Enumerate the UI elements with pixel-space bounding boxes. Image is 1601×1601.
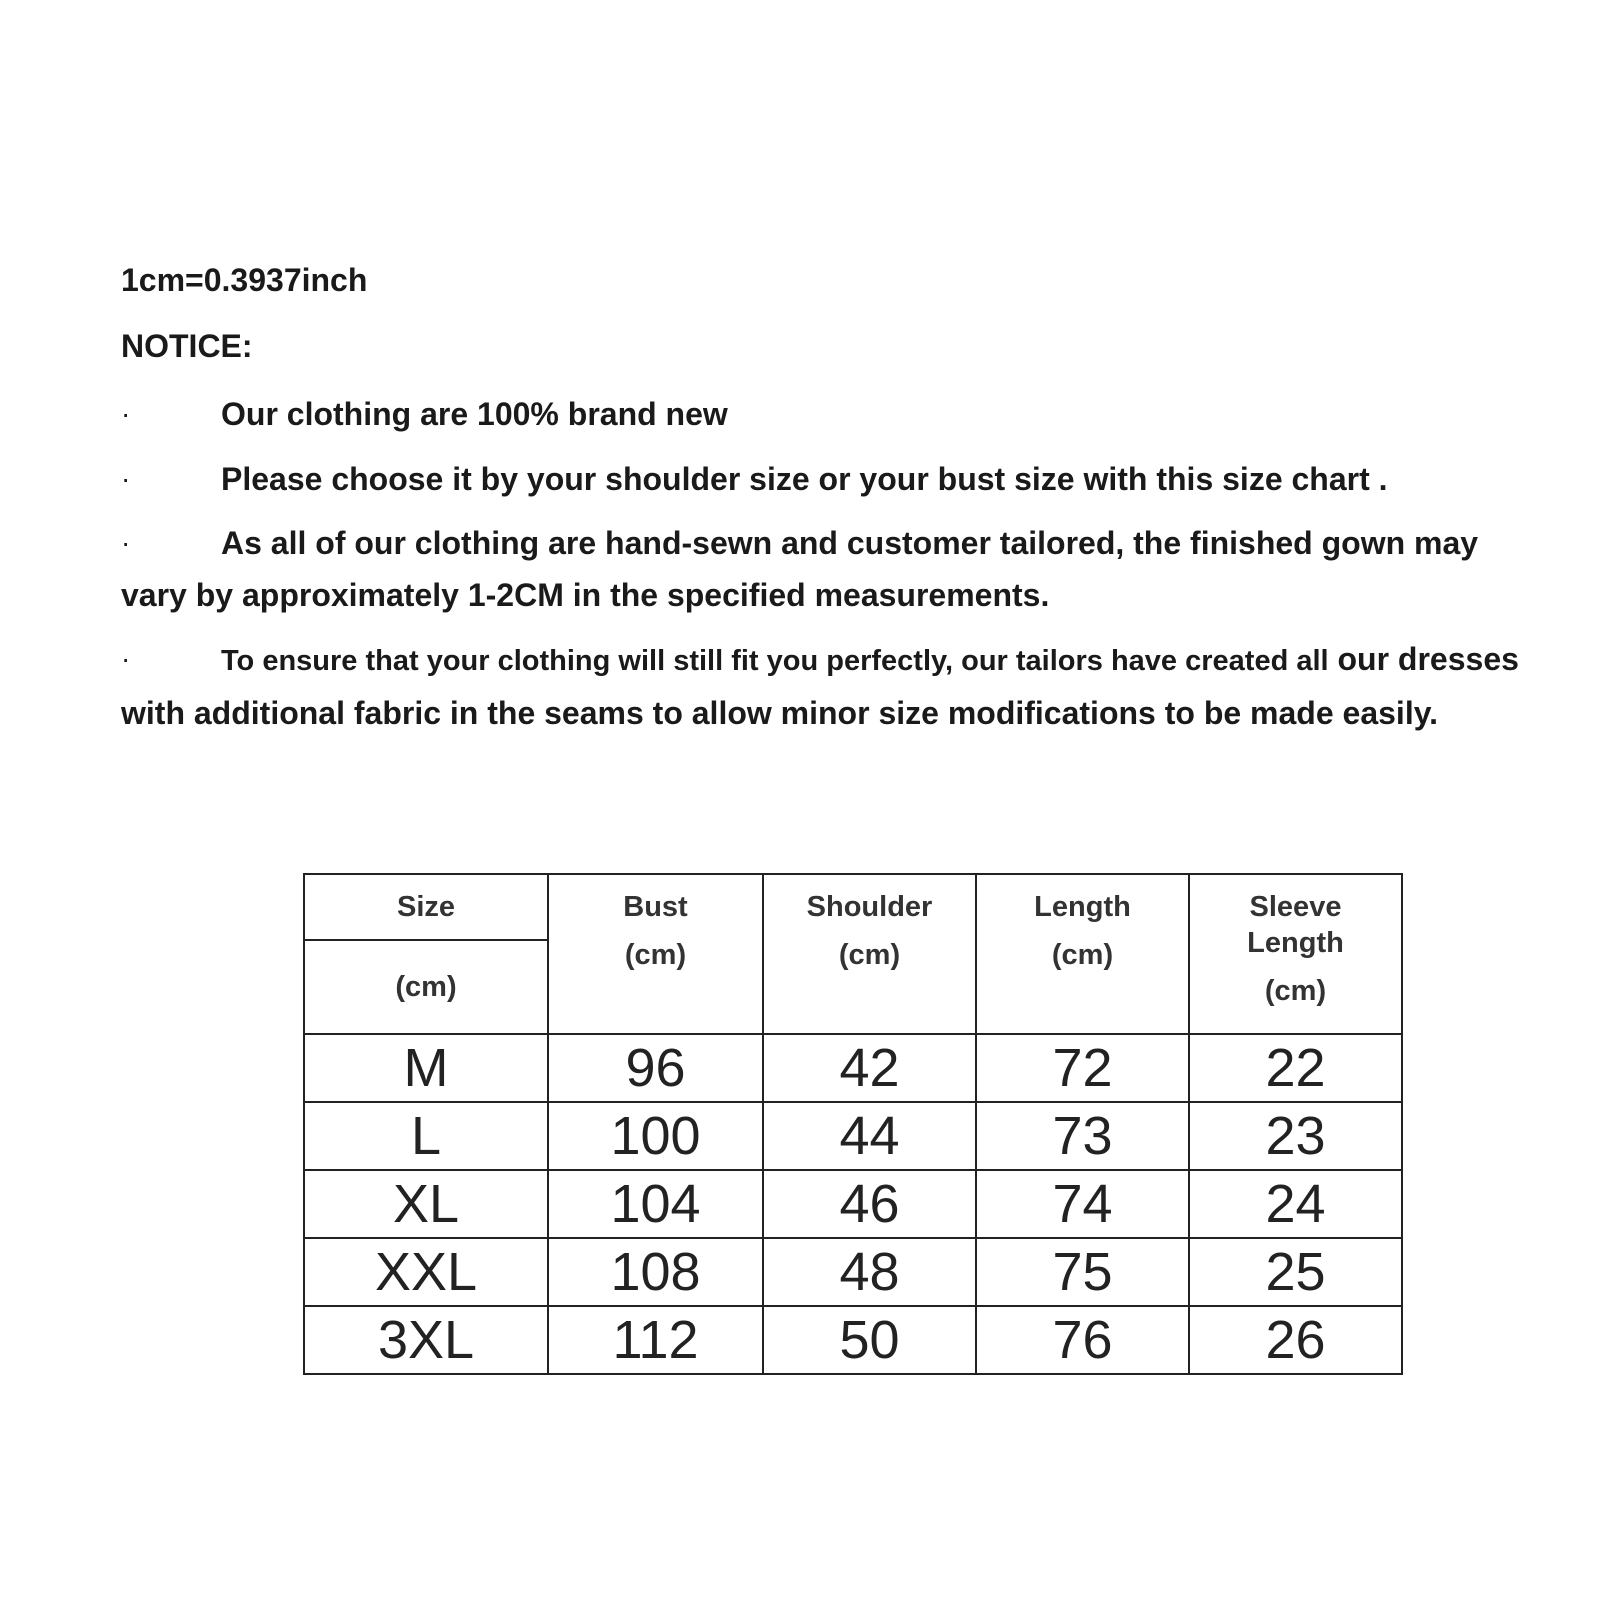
header-shoulder [763,874,976,1034]
table-row [304,1306,1402,1374]
size-chart-table [303,873,1403,1375]
header-shoulder-unit: (cm) [838,939,901,971]
cell-sleeve-length: 26 [1189,1306,1402,1374]
cell-bust: 112 [548,1306,763,1374]
notice-item [121,453,1541,505]
header-size-unit [304,940,548,1034]
notice-text: As all of our clothing are hand-sewn and customer tailored, the finished gown may vary by approximately 1-2CM in the specified measurements. [121,525,1479,613]
cell-length: 72 [976,1034,1189,1102]
cell-sleeve-length: 23 [1189,1102,1402,1170]
cell-size: XL [304,1170,548,1238]
header-length-label: Length [1034,891,1131,923]
notice-text-part: To ensure that your clothing will still fit you perfectly, our tailors have created all [221,645,1329,677]
cell-bust: 108 [548,1238,763,1306]
table-row [304,1238,1402,1306]
cell-shoulder: 50 [763,1306,976,1374]
table-row [304,1102,1402,1170]
cell-bust: 96 [548,1034,763,1102]
unit-conversion: 1cm=0.3937inch [121,262,368,298]
cell-bust: 100 [548,1102,763,1170]
header-length [976,874,1189,1034]
bullet-icon: · [121,527,131,558]
cell-shoulder: 46 [763,1170,976,1238]
cell-length: 76 [976,1306,1189,1374]
header-sleeve-label: Length [1247,927,1344,959]
notice-text: Please choose it by your shoulder size or your bust size with this size chart . [221,461,1388,497]
table-row [304,1170,1402,1238]
header-size-label: Size [396,891,456,923]
cell-size: M [304,1034,548,1102]
notice-heading: NOTICE: [121,328,253,364]
header-bust-unit: (cm) [624,939,687,971]
table-row [304,1034,1402,1102]
bullet-icon: · [121,643,131,674]
bullet-icon: · [121,398,131,429]
notice-text-part: our dresses with additional fabric in the seams to allow minor size modifications to be made easily. [121,641,1519,731]
cell-shoulder: 42 [763,1034,976,1102]
cell-shoulder: 48 [763,1238,976,1306]
header-bust-label: Bust [623,891,688,923]
notice-item [121,517,1541,621]
header-shoulder-label: Shoulder [806,891,933,923]
cell-size: L [304,1102,548,1170]
header-sleeve-length [1189,874,1402,1034]
cell-sleeve-length: 22 [1189,1034,1402,1102]
notice-text [121,633,1541,739]
cell-length: 75 [976,1238,1189,1306]
cell-length: 73 [976,1102,1189,1170]
bullet-icon: · [121,463,131,494]
notice-item [121,633,1541,739]
cell-bust: 104 [548,1170,763,1238]
cell-shoulder: 44 [763,1102,976,1170]
header-sleeve-label: Sleeve [1249,891,1342,923]
header-bust [548,874,763,1034]
notice-text: Our clothing are 100% brand new [221,396,728,432]
header-size [304,874,548,940]
cell-sleeve-length: 25 [1189,1238,1402,1306]
cell-sleeve-length: 24 [1189,1170,1402,1238]
cell-size: 3XL [304,1306,548,1374]
header-length-unit: (cm) [1051,939,1114,971]
header-sleeve-unit: (cm) [1264,975,1327,1007]
notice-item [121,388,1541,440]
table-header-row [304,874,1402,940]
cell-size: XXL [304,1238,548,1306]
cell-length: 74 [976,1170,1189,1238]
header-size-unit-label: (cm) [395,971,457,1003]
